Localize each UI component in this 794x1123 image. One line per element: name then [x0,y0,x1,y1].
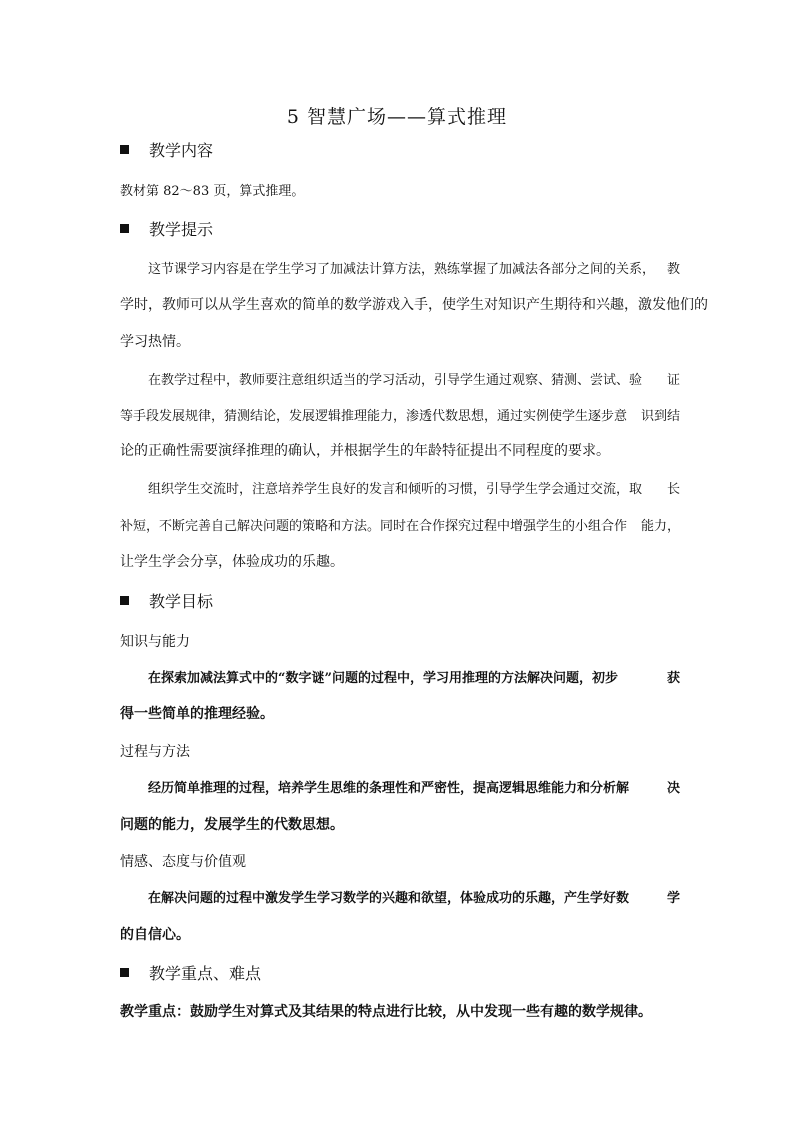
key-focus-text: 教学重点：鼓励学生对算式及其结果的特点进行比较，从中发现一些有趣的数学规律。 [120,1004,652,1020]
square-bullet-icon [120,145,129,154]
hints-paragraph-1-line-3: 学习热情。 [120,334,190,350]
hints-paragraph-2-line-2 [120,405,680,424]
heading-label: 教学内容 [149,141,214,160]
text-run: 这节课学习内容是在学生学习了加减法计算方法，熟练掌握了加减法各部分之间的关系， [148,262,656,277]
text-run: 识到结 [640,409,680,424]
content-text: 教材第 82～83 页，算式推理。 [120,184,305,199]
text-run: 学 [666,891,680,906]
hints-paragraph-2-line-3: 论的正确性需要演绎推理的确认，并根据学生的年龄特征提出不同程度的要求。 [120,443,610,459]
goal-knowledge-label: 知识与能力 [120,634,190,650]
goal-attitude-line-2: 的自信心。 [120,927,190,943]
text-run: 等手段发展规律，猜测结论，发展逻辑推理能力，渗透代数思想，通过实例使学生逐步意 [120,409,628,424]
heading-label: 教学重点、难点 [149,964,262,983]
goal-process-line-2: 问题的能力，发展学生的代数思想。 [120,817,344,833]
heading-teaching-content [120,138,213,161]
text-run: 组织学生交流时，注意培养学生良好的发言和倾听的习惯，引导学生学会通过交流，取 [148,482,643,497]
text-run: 在教学过程中，教师要注意组织适当的学习活动，引导学生通过观察、猜测、尝试、验 [148,373,643,388]
heading-teaching-hints [120,217,213,240]
goal-knowledge-line-1 [148,667,680,686]
text-run: 教 [666,262,680,277]
heading-teaching-goals [120,589,213,612]
text-run: 补短，不断完善自己解决问题的策略和方法。同时在合作探究过程中增强学生的小组合作 [120,519,628,534]
goal-attitude-line-1 [148,887,680,906]
text-run: 能力， [640,519,680,534]
text-run: 获 [666,671,680,686]
heading-label: 教学提示 [149,220,214,239]
square-bullet-icon [120,224,129,233]
page-title: 5 智慧广场——算式推理 [286,106,508,128]
text-run: 证 [666,373,680,388]
hints-paragraph-3-line-1 [148,478,680,497]
square-bullet-icon [120,596,129,605]
text-run: 在解决问题的过程中激发学生学习数学的兴趣和欲望，体验成功的乐趣，产生学好数 [148,891,630,906]
heading-key-points [120,961,261,984]
hints-paragraph-3-line-2 [120,515,680,534]
text-run: 决 [666,781,680,796]
heading-label: 教学目标 [149,592,214,611]
goal-process-label: 过程与方法 [120,744,190,760]
goal-knowledge-line-2: 得一些简单的推理经验。 [120,706,274,722]
hints-paragraph-1-line-2: 学时，教师可以从学生喜欢的简单的数学游戏入手，使学生对知识产生期待和兴趣，激发他们的 [120,297,708,313]
text-run: 长 [666,482,680,497]
goal-attitude-label: 情感、态度与价值观 [120,854,246,870]
text-run: 经历简单推理的过程，培养学生思维的条理性和严密性，提高逻辑思维能力和分析解 [148,781,630,796]
text-run: 在探索加减法算式中的“数字谜”问题的过程中，学习用推理的方法解决问题，初步 [148,671,618,686]
square-bullet-icon [120,968,129,977]
goal-process-line-1 [148,777,680,796]
hints-paragraph-1-line-1 [148,258,680,277]
hints-paragraph-3-line-3: 让学生学会分享，体验成功的乐趣。 [120,554,344,570]
hints-paragraph-2-line-1 [148,369,680,388]
